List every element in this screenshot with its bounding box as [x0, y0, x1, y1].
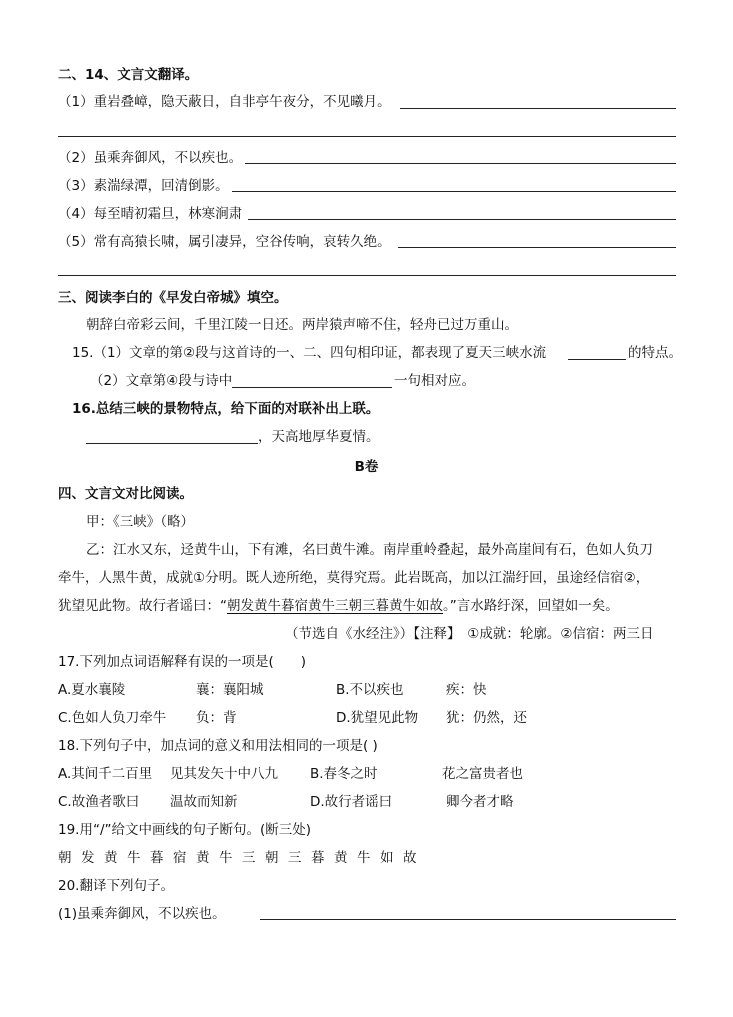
question-17: 17.下列加点词语解释有误的一项是( )	[58, 654, 307, 670]
question-20: 20.翻译下列句子。	[58, 878, 174, 894]
q17-option-b-meaning: 疾：快	[446, 682, 487, 698]
answer-line-16[interactable]	[86, 443, 258, 444]
q18-option-c-pair: 温故而知新	[170, 794, 238, 810]
q17-option-c-meaning: 负：背	[196, 710, 237, 726]
source-note: （节选自《水经注》）【注释】 ①成就：轮廓。②信宿：两三日	[285, 626, 654, 642]
answer-line-14-1a[interactable]	[400, 108, 676, 109]
question-18: 18.下列句子中，加点词的意义和用法相同的一项是( )	[58, 738, 378, 754]
answer-line-14-5b[interactable]	[58, 275, 676, 276]
section-3-title: 三、阅读李白的《早发白帝城》填空。	[58, 290, 288, 306]
question-20-1: (1)虽乘奔御风，不以疾也。	[58, 906, 226, 922]
answer-line-15-2[interactable]	[232, 387, 392, 388]
underlined-sentence: 朝发黄牛暮宿黄牛三朝三暮黄牛如故	[227, 598, 443, 614]
passage-yi-line-2: 牵牛，人黑牛黄，成就①分明。既人迹所绝，莫得究焉。此岩既高，加以江湍纡回，虽途经信宿②，	[58, 570, 650, 586]
q18-option-d-pair: 卿今者才略	[446, 794, 514, 810]
question-14-1: （1）重岩叠嶂，隐天蔽日，自非亭午夜分，不见曦月。	[58, 94, 391, 110]
passage-jia: 甲：《三峡》（略）	[86, 514, 194, 530]
q17-option-a-meaning: 襄：襄阳城	[196, 682, 264, 698]
couplet-second-line: ，天高地厚华夏情。	[258, 429, 380, 445]
question-14-5: （5）常有高猿长啸，属引凄异，空谷传响，哀转久绝。	[58, 234, 391, 250]
q17-option-b[interactable]: B.不以疾也	[336, 682, 404, 698]
question-15-1: 15.（1）文章的第②段与这首诗的一、二、四句相印证，都表现了夏天三峡水流	[72, 345, 547, 361]
poem-text: 朝辞白帝彩云间，千里江陵一日还。两岸猿声啼不住，轻舟已过万重山。	[86, 317, 518, 333]
answer-line-14-4[interactable]	[248, 219, 676, 220]
answer-line-14-5a[interactable]	[398, 247, 676, 248]
q18-option-a-pair: 见其发矢十中八九	[170, 766, 278, 782]
q18-option-d[interactable]: D.故行者谣曰	[310, 794, 393, 810]
question-15-2-end: 一句相对应。	[394, 373, 475, 389]
q17-option-d[interactable]: D.犹望见此物	[336, 710, 419, 726]
question-14-2: （2）虽乘奔御风，不以疾也。	[58, 150, 243, 166]
volume-b-title: B卷	[354, 459, 379, 475]
answer-line-15-1[interactable]	[568, 359, 626, 360]
q18-option-b[interactable]: B.春冬之时	[310, 766, 378, 782]
q17-option-a[interactable]: A.夏水襄陵	[58, 682, 126, 698]
question-15-2: （2）文章第④段与诗中	[90, 373, 233, 389]
passage-yi-line-3a: 犹望见此物。故行者谣曰：“	[58, 598, 227, 614]
sentence-to-punctuate[interactable]: 朝发黄牛暮宿黄牛三朝三暮黄牛如故	[58, 850, 426, 866]
question-15-1-end: 的特点。	[628, 345, 682, 361]
question-14-4: （4）每至晴初霜旦，林寒涧肃	[58, 206, 243, 222]
passage-yi-line-3b: 。”言水路纡深，回望如一矣。	[443, 598, 619, 614]
section-4-title: 四、文言文对比阅读。	[58, 486, 193, 502]
question-19: 19.用“/”给文中画线的句子断句。(断三处)	[58, 822, 312, 838]
answer-line-14-2[interactable]	[245, 163, 676, 164]
q18-option-b-pair: 花之富贵者也	[442, 766, 523, 782]
question-16: 16.总结三峡的景物特点，给下面的对联补出上联。	[72, 401, 380, 417]
answer-line-14-3[interactable]	[232, 191, 676, 192]
question-14-3: （3）素湍绿潭，回清倒影。	[58, 178, 229, 194]
q18-option-c[interactable]: C.故渔者歌曰	[58, 794, 140, 810]
q18-option-a[interactable]: A.其间千二百里	[58, 766, 153, 782]
q17-option-c[interactable]: C.色如人负刀牵牛	[58, 710, 167, 726]
passage-yi-line-3	[58, 597, 619, 615]
q17-option-d-meaning: 犹：仍然，还	[446, 710, 527, 726]
answer-line-20-1[interactable]	[260, 919, 676, 920]
passage-yi-line-1: 乙：江水又东，迳黄牛山，下有滩，名曰黄牛滩。南岸重岭叠起，最外高崖间有石，色如人负刀	[86, 542, 653, 558]
answer-line-14-1b[interactable]	[58, 136, 676, 137]
section-2-title: 二、14、文言文翻译。	[58, 67, 199, 83]
